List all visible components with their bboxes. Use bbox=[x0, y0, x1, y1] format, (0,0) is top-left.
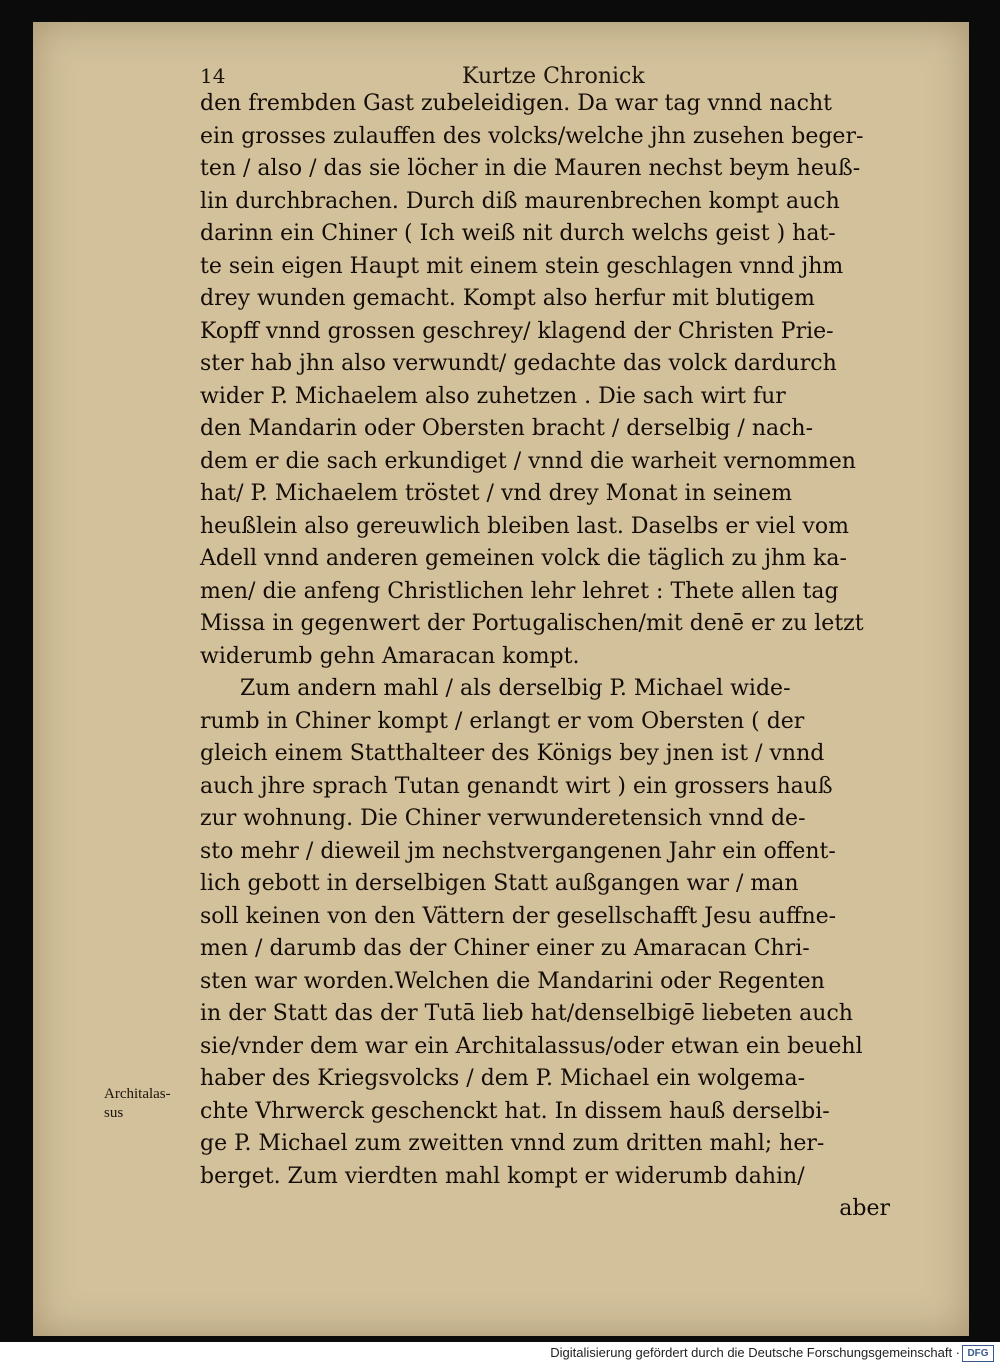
text-line: Zum andern mahl / als derselbig P. Michael wide- bbox=[240, 676, 791, 701]
footer-bar bbox=[0, 1342, 1000, 1364]
text-line: sie/vnder dem war ein Architalassus/oder etwan ein beuehl bbox=[200, 1033, 863, 1059]
funding-credit: Digitalisierung gefördert durch die Deutsche Forschungsgemeinschaft · bbox=[550, 1345, 960, 1360]
text-line: lich gebott in derselbigen Statt außgangen war / man bbox=[200, 871, 799, 896]
text-line: Missa in gegenwert der Portugalischen/mit denē er zu letzt bbox=[200, 611, 864, 636]
body-text bbox=[200, 88, 890, 1226]
text-line: chte Vhrwerck geschenckt hat. In dissem hauß derselbi- bbox=[200, 1098, 830, 1124]
text-line: dem er die sach erkundiget / vnnd die warheit vernommen bbox=[200, 448, 856, 474]
text-line: Kopff vnnd grossen geschrey/ klagend der Christen Prie- bbox=[200, 318, 834, 344]
text-line: rumb in Chiner kompt / erlangt er vom Obersten ( der bbox=[200, 708, 805, 734]
text-line: darinn ein Chiner ( Ich weiß nit durch welchs geist ) hat- bbox=[200, 221, 836, 246]
text-line: drey wunden gemacht. Kompt also herfur mit blutigem bbox=[200, 286, 815, 311]
running-head: Kurtze Chronick bbox=[462, 64, 645, 89]
text-line: haber des Kriegsvolcks / dem P. Michael ein wolgema- bbox=[200, 1066, 806, 1091]
text-line: ein grosses zulauffen des volcks/welche jhn zusehen beger- bbox=[200, 123, 864, 149]
text-line: auch jhre sprach Tutan genandt wirt ) ein grossers hauß bbox=[200, 773, 833, 799]
text-line: heußlein also gereuwlich bleiben last. Daselbs er viel vom bbox=[200, 513, 849, 539]
text-line: te sein eigen Haupt mit einem stein geschlagen vnnd jhm bbox=[200, 253, 844, 279]
text-line: hat/ P. Michaelem tröstet / vnd drey Monat in seinem bbox=[200, 481, 793, 506]
catchword: aber bbox=[839, 1196, 890, 1221]
text-line: den Mandarin oder Obersten bracht / derselbig / nach- bbox=[200, 416, 814, 441]
text-line: den frembden Gast zubeleidigen. Da war tag vnnd nacht bbox=[200, 91, 832, 116]
margin-note: Architalas-sus bbox=[104, 1086, 171, 1121]
text-line: gleich einem Statthalteer des Königs bey jnen ist / vnnd bbox=[200, 741, 825, 766]
page-number: 14 bbox=[200, 64, 226, 88]
text-line: lin durchbrachen. Durch diß maurenbrechen kompt auch bbox=[200, 188, 840, 214]
text-line: ge P. Michael zum zweitten vnnd zum dritten mahl; her- bbox=[200, 1131, 825, 1156]
text-line: in der Statt das der Tutā lieb hat/denselbigē liebeten auch bbox=[200, 1001, 853, 1026]
text-line: zur wohnung. Die Chiner verwunderetensich vnnd de- bbox=[200, 806, 806, 831]
text-line: sten war worden.Welchen die Mandarini oder Regenten bbox=[200, 968, 825, 994]
text-line: berget. Zum vierdten mahl kompt er widerumb dahin/ bbox=[200, 1163, 805, 1189]
text-line: sto mehr / dieweil jm nechstvergangenen Jahr ein offent- bbox=[200, 838, 836, 864]
text-line: Adell vnnd anderen gemeinen volck die täglich zu jhm ka- bbox=[200, 546, 847, 571]
text-line: men / darumb das der Chiner einer zu Amaracan Chri- bbox=[200, 936, 810, 961]
text-line: men/ die anfeng Christlichen lehr lehret : Thete allen tag bbox=[200, 578, 839, 604]
text-line: soll keinen von den Vättern der gesellschafft Jesu auffne- bbox=[200, 903, 837, 929]
text-line: wider P. Michaelem also zuhetzen . Die sach wirt fur bbox=[200, 383, 786, 409]
dfg-logo: DFG bbox=[962, 1345, 994, 1362]
text-line: widerumb gehn Amaracan kompt. bbox=[200, 643, 580, 669]
text-line: ten / also / das sie löcher in die Mauren nechst beym heuß- bbox=[200, 156, 861, 181]
text-line: ster hab jhn also verwundt/ gedachte das volck dardurch bbox=[200, 351, 837, 376]
